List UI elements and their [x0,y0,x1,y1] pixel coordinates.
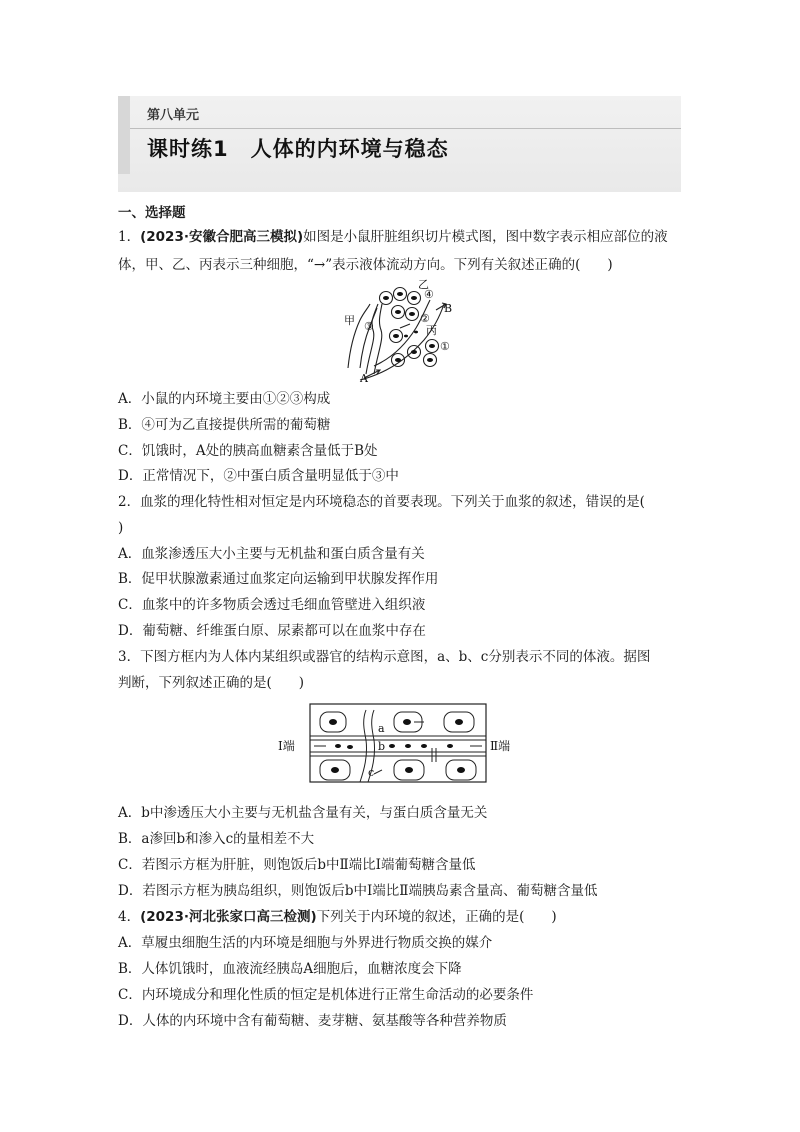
question-2-option-c: C．血浆中的许多物质会透过毛细血管壁进入组织液 [118,597,426,613]
question-2-option-d: D．葡萄糖、纤维蛋白原、尿素都可以在血浆中存在 [118,623,426,639]
tissue-structure-figure [274,700,524,790]
question-source: (2023·安徽合肥高三模拟) [140,229,304,245]
label-A: A [360,372,368,385]
cell-nucleus [411,350,417,354]
cell-nucleus [411,296,417,300]
question-2-stem-line2: ) [118,520,124,536]
blood-cell [389,744,395,748]
question-4-stem [118,908,557,926]
label-3: ③ [364,320,374,333]
blood-cell [414,331,418,334]
label-B: B [444,302,453,315]
question-number: 4． [118,909,141,925]
question-4-option-c: C．内环境成分和理化性质的恒定是机体进行正常生命活动的必要条件 [118,987,534,1003]
cell-nucleus [405,767,413,773]
label-jia: 甲 [344,314,355,327]
question-text: 血浆的理化特性相对恒定是内环境稳态的首要表现。下列关于血浆的叙述，错误的是( [140,494,645,510]
question-number: 2． [118,494,141,510]
question-1-option-d: D．正常情况下，②中蛋白质含量明显低于③中 [118,468,399,484]
question-1-option-b: B．④可为乙直接提供所需的葡萄糖 [118,417,331,433]
label-end-1: Ⅰ端 [278,739,295,753]
cell-nucleus [393,334,399,338]
cell-nucleus [395,358,401,362]
question-1-stem-line1 [118,228,668,246]
blood-cell [405,744,411,748]
label-bing: 丙 [426,324,437,337]
question-3-option-b: B．a渗回b和渗入c的量相差不大 [118,831,315,847]
cell-nucleus [383,296,389,300]
question-4-option-d: D．人体的内环境中含有葡萄糖、麦芽糖、氨基酸等各种营养物质 [118,1013,507,1029]
unit-label: 第八单元 [147,108,200,123]
question-3-option-d: D．若图示方框为胰岛组织，则饱饭后b中Ⅰ端比Ⅱ端胰岛素含量高、葡萄糖含量低 [118,883,598,899]
liver-tissue-figure [340,278,470,386]
cell-nucleus [409,312,415,316]
question-1-stem-line2: 体，甲、乙、丙表示三种细胞，“→”表示液体流动方向。下列有关叙述正确的( ) [118,257,613,273]
question-4-option-b: B．人体饥饿时，血液流经胰岛A细胞后，血糖浓度会下降 [118,961,462,977]
question-text: 下列关于内环境的叙述，正确的是( ) [316,909,557,925]
label-yi: 乙 [418,278,429,291]
cell-nucleus [395,310,401,314]
cell-nucleus [397,292,403,296]
header-accent-bar [118,96,130,174]
question-2-option-b: B．促甲状腺激素通过血浆定向运输到甲状腺发挥作用 [118,571,439,587]
lymph-vessel-wall-left [360,710,367,782]
cell-nucleus [403,719,411,725]
question-source: (2023·河北张家口高三检测) [140,909,317,925]
label-1: ① [440,340,450,353]
question-1-option-a: A．小鼠的内环境主要由①②③构成 [118,391,331,407]
label-2: ② [420,312,430,325]
blood-cell [421,744,427,748]
question-2-stem-line1 [118,493,645,511]
cell-nucleus [429,344,435,348]
blood-cell [447,744,453,748]
question-4-option-a: A．草履虫细胞生活的内环境是细胞与外界进行物质交换的媒介 [118,935,493,951]
label-b: b [378,740,386,753]
question-1-option-c: C．饥饿时，A处的胰高血糖素含量低于B处 [118,443,378,459]
question-number: 3． [118,649,141,665]
blood-cell [404,335,408,338]
question-3-option-a: A．b中渗透压大小主要与无机盐含量有关，与蛋白质含量无关 [118,805,488,821]
blood-cell [335,744,341,748]
section-heading: 一、选择题 [118,205,186,221]
question-3-stem-line2: 判断，下列叙述正确的是( ) [118,675,305,691]
question-number: 1． [118,229,141,245]
label-a: a [378,722,385,735]
lesson-title: 课时练1 人体的内环境与稳态 [147,137,449,161]
flow-arrow-inner [400,324,410,328]
blood-cell [347,745,353,749]
cell-nucleus [331,767,339,773]
cell-nucleus [455,719,463,725]
question-text: 如图是小鼠肝脏组织切片模式图，图中数字表示相应部位的液 [303,229,668,245]
cell-nucleus [427,358,433,362]
question-2-option-a: A．血浆渗透压大小主要与无机盐和蛋白质含量有关 [118,546,425,562]
cell-nucleus [329,719,337,725]
question-text: 下图方框内为人体内某组织或器官的结构示意图，a、b、c分别表示不同的体液。据图 [140,649,651,665]
label-4: ④ [424,288,434,301]
flow-arrow [374,770,382,774]
question-3-stem-line1 [118,648,650,666]
cell-nucleus [457,767,465,773]
question-3-option-c: C．若图示方框为肝脏，则饱饭后b中Ⅱ端比Ⅰ端葡萄糖含量低 [118,857,476,873]
header-divider [130,128,681,129]
label-end-2: Ⅱ端 [490,739,511,753]
label-c: c [368,766,375,779]
